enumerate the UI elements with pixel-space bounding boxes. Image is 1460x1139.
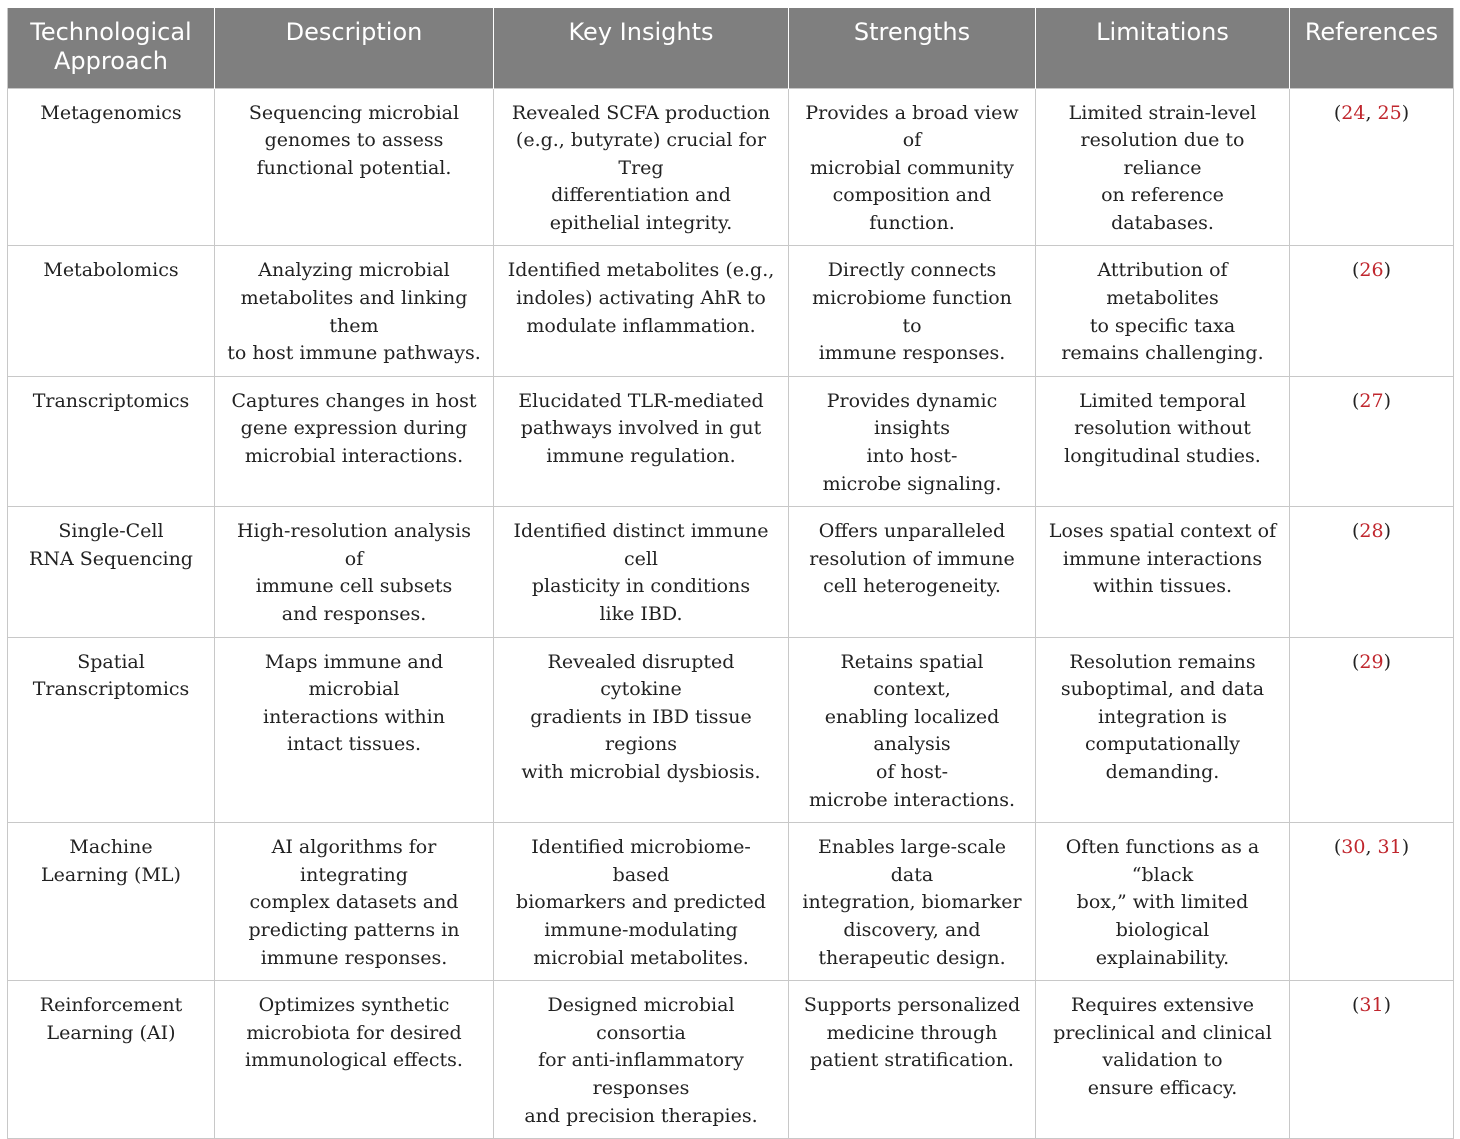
references-cell: (26): [1290, 246, 1454, 376]
limitations-cell: Limited temporal resolution without longitudinal studies.: [1036, 376, 1290, 506]
insights-cell: Revealed disrupted cytokine gradients in IBD tissue regions with microbial dysbiosis.: [494, 637, 789, 823]
approach-cell: Transcriptomics: [8, 376, 215, 506]
description-cell: Analyzing microbial metabolites and linking them to host immune pathways.: [215, 246, 494, 376]
table-row: [8, 246, 1454, 376]
reference-link[interactable]: 24: [1341, 101, 1366, 124]
header-approach: Technological Approach: [8, 8, 215, 88]
description-cell: Captures changes in host gene expression during microbial interactions.: [215, 376, 494, 506]
strengths-cell: Enables large-scale data integration, biomarker discovery, and therapeutic design.: [789, 823, 1036, 981]
strengths-cell: Offers unparalleled resolution of immune cell heterogeneity.: [789, 507, 1036, 637]
limitations-cell: Loses spatial context of immune interactions within tissues.: [1036, 507, 1290, 637]
insights-cell: Identified distinct immune cell plasticity in conditions like IBD.: [494, 507, 789, 637]
limitations-cell: Often functions as a “black box,” with limited biological explainability.: [1036, 823, 1290, 981]
table-row: [8, 376, 1454, 506]
description-cell: AI algorithms for integrating complex datasets and predicting patterns in immune responses.: [215, 823, 494, 981]
references-cell: (30, 31): [1290, 823, 1454, 981]
header-references: References: [1290, 8, 1454, 88]
reference-link[interactable]: 26: [1359, 259, 1384, 282]
limitations-cell: Resolution remains suboptimal, and data integration is computationally demanding.: [1036, 637, 1290, 823]
strengths-cell: Directly connects microbiome function to immune responses.: [789, 246, 1036, 376]
references-cell: (24, 25): [1290, 88, 1454, 246]
description-cell: Optimizes synthetic microbiota for desired immunological effects.: [215, 981, 494, 1139]
table-row: [8, 823, 1454, 981]
header-key-insights: Key Insights: [494, 8, 789, 88]
table-row: [8, 637, 1454, 823]
references-cell: (27): [1290, 376, 1454, 506]
approach-cell: Reinforcement Learning (AI): [8, 981, 215, 1139]
references-cell: (29): [1290, 637, 1454, 823]
header-row: [8, 8, 1454, 88]
table-row: [8, 981, 1454, 1139]
approach-cell: Metabolomics: [8, 246, 215, 376]
description-cell: High-resolution analysis of immune cell subsets and responses.: [215, 507, 494, 637]
limitations-cell: Requires extensive preclinical and clinical validation to ensure efficacy.: [1036, 981, 1290, 1139]
approach-cell: Machine Learning (ML): [8, 823, 215, 981]
description-cell: Sequencing microbial genomes to assess functional potential.: [215, 88, 494, 246]
insights-cell: Elucidated TLR-mediated pathways involved in gut immune regulation.: [494, 376, 789, 506]
reference-link[interactable]: 31: [1359, 994, 1384, 1017]
approach-cell: Spatial Transcriptomics: [8, 637, 215, 823]
reference-link[interactable]: 28: [1359, 520, 1384, 543]
reference-link[interactable]: 31: [1377, 836, 1402, 859]
strengths-cell: Supports personalized medicine through patient stratification.: [789, 981, 1036, 1139]
approach-cell: Single-Cell RNA Sequencing: [8, 507, 215, 637]
table-row: [8, 507, 1454, 637]
approach-cell: Metagenomics: [8, 88, 215, 246]
references-cell: (31): [1290, 981, 1454, 1139]
insights-cell: Revealed SCFA production (e.g., butyrate) crucial for Treg differentiation and epithelial integrity.: [494, 88, 789, 246]
technologies-table: [7, 8, 1454, 1139]
reference-link[interactable]: 29: [1359, 650, 1384, 673]
reference-link[interactable]: 30: [1341, 836, 1366, 859]
limitations-cell: Limited strain-level resolution due to reliance on reference databases.: [1036, 88, 1290, 246]
insights-cell: Identified metabolites (e.g., indoles) activating AhR to modulate inflammation.: [494, 246, 789, 376]
reference-link[interactable]: 27: [1359, 389, 1384, 412]
header-limitations: Limitations: [1036, 8, 1290, 88]
reference-link[interactable]: 25: [1377, 101, 1402, 124]
table-row: [8, 88, 1454, 246]
strengths-cell: Provides dynamic insights into host- microbe signaling.: [789, 376, 1036, 506]
insights-cell: Identified microbiome-based biomarkers and predicted immune-modulating microbial metabolites.: [494, 823, 789, 981]
header-strengths: Strengths: [789, 8, 1036, 88]
strengths-cell: Retains spatial context, enabling localized analysis of host- microbe interactions.: [789, 637, 1036, 823]
references-cell: (28): [1290, 507, 1454, 637]
header-description: Description: [215, 8, 494, 88]
description-cell: Maps immune and microbial interactions within intact tissues.: [215, 637, 494, 823]
strengths-cell: Provides a broad view of microbial community composition and function.: [789, 88, 1036, 246]
limitations-cell: Attribution of metabolites to specific taxa remains challenging.: [1036, 246, 1290, 376]
insights-cell: Designed microbial consortia for anti-inflammatory responses and precision therapies.: [494, 981, 789, 1139]
